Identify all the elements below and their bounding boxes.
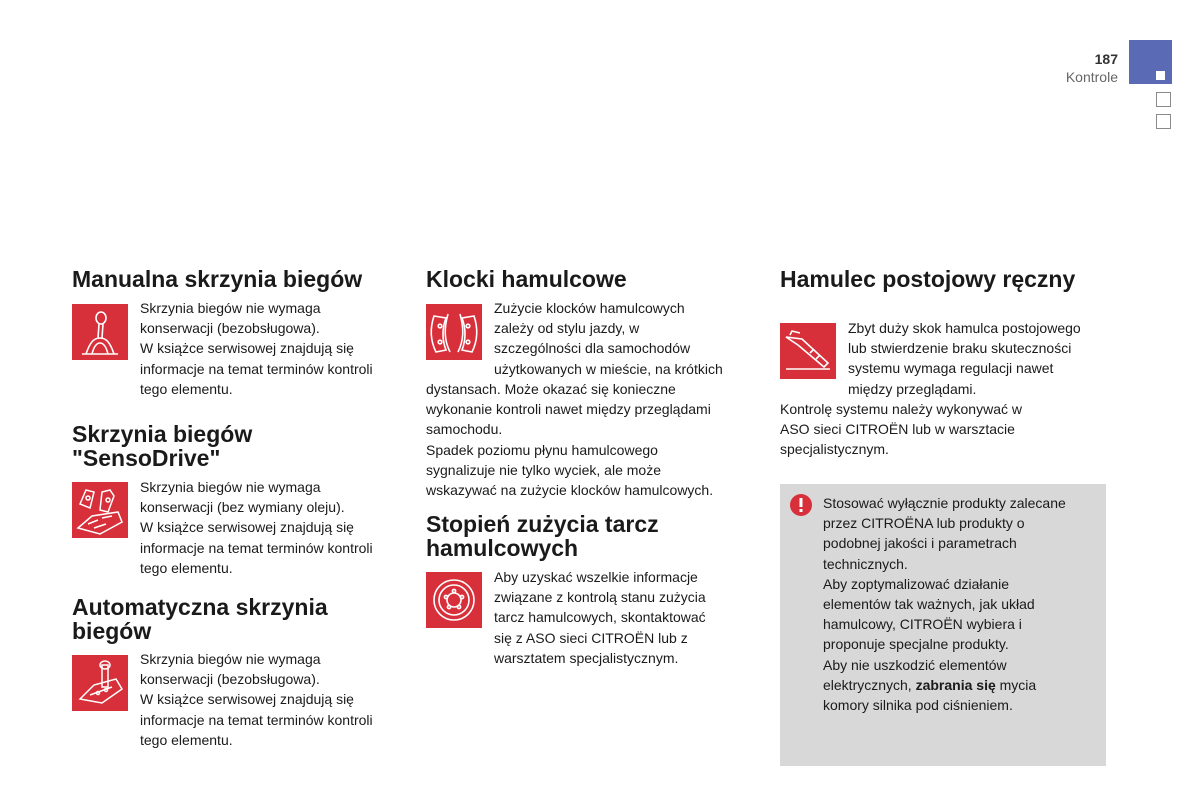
gear-lever-icon bbox=[72, 304, 128, 360]
section-title-discs: Stopień zużycia tarcz hamulcowych bbox=[426, 511, 659, 561]
section-title-sensodrive: Skrzynia biegów "SensoDrive" bbox=[72, 421, 253, 471]
parking-brake-icon bbox=[780, 323, 836, 379]
chapter-tab[interactable] bbox=[1156, 92, 1171, 107]
manual-text: Skrzynia biegów nie wymaga konserwacji (bezobsługowa). W książce serwisowej znajdują się informacje na temat terminów kontroli tego elementu. bbox=[140, 300, 373, 397]
brake-pads-icon bbox=[426, 304, 482, 360]
section-title-parking-brake: Hamulec postojowy ręczny bbox=[780, 266, 1076, 292]
sensodrive-gate-icon bbox=[72, 482, 128, 538]
page-number: 187 bbox=[1094, 51, 1118, 67]
section-name: Kontrole bbox=[1065, 69, 1118, 85]
parking-text: Kontrolę systemu należy wykonywać w ASO sieci CITROËN lub w warsztacie specjalistycznym. bbox=[780, 401, 1022, 458]
parking-text-wrapped: Zbyt duży skok hamulca postojowego lub stwierdzenie braku skuteczności systemu wymaga regulacji nawet między przeglądami. bbox=[848, 320, 1081, 397]
section-title-manual: Manualna skrzynia biegów bbox=[72, 266, 363, 292]
warning-emphasis: zabrania się bbox=[915, 676, 996, 693]
section-title-automatic: Automatyczna skrzynia biegów bbox=[72, 594, 328, 644]
section-title-brake-pads: Klocki hamulcowe bbox=[426, 266, 627, 292]
sensodrive-text: Skrzynia biegów nie wymaga konserwacji (bez wymiany oleju). W książce serwisowej znajdują się informacje na temat terminów kontroli tego elementu. bbox=[140, 479, 373, 576]
brake-disc-icon bbox=[426, 572, 482, 628]
warning-icon bbox=[790, 494, 812, 516]
discs-text: Aby uzyskać wszelkie informacje związane z kontrolą stanu zużycia tarcz hamulcowych, skontaktować się z ASO sieci CITROËN lub z warsztatem specjalistycznym. bbox=[494, 569, 706, 666]
brake-pads-text-wrapped: Zużycie klocków hamulcowych zależy od stylu jazdy, w szczególności dla samochodów użytkowanych w mieście, na krótkich bbox=[494, 300, 723, 377]
warning-text: Stosować wyłącznie produkty zalecane przez CITROËNA lub produkty o podobnej jakości i parametrach technicznych. Aby zoptymalizować działanie elementów tak ważnych, jak układ hamulcowy, CITROËN wybiera i proponuje specjalne produkty. Aby nie uszkodzić elementów elektrycznych, zabrania się mycia komory silnika pod ciśnieniem. bbox=[823, 495, 1066, 714]
automatic-text: Skrzynia biegów nie wymaga konserwacji (bezobsługowa). W książce serwisowej znajdują się informacje na temat terminów kontroli tego elementu. bbox=[140, 651, 373, 748]
chapter-tab[interactable] bbox=[1156, 114, 1171, 129]
chapter-tab-active[interactable] bbox=[1129, 40, 1172, 84]
automatic-selector-icon bbox=[72, 655, 128, 711]
brake-pads-text: dystansach. Może okazać się konieczne wykonanie kontroli nawet między przeglądami samochodu. Spadek poziomu płynu hamulcowego sygnalizuje nie tylko wyciek, ale może wskazywać na zużycie klocków hamulcowych. bbox=[426, 381, 714, 499]
